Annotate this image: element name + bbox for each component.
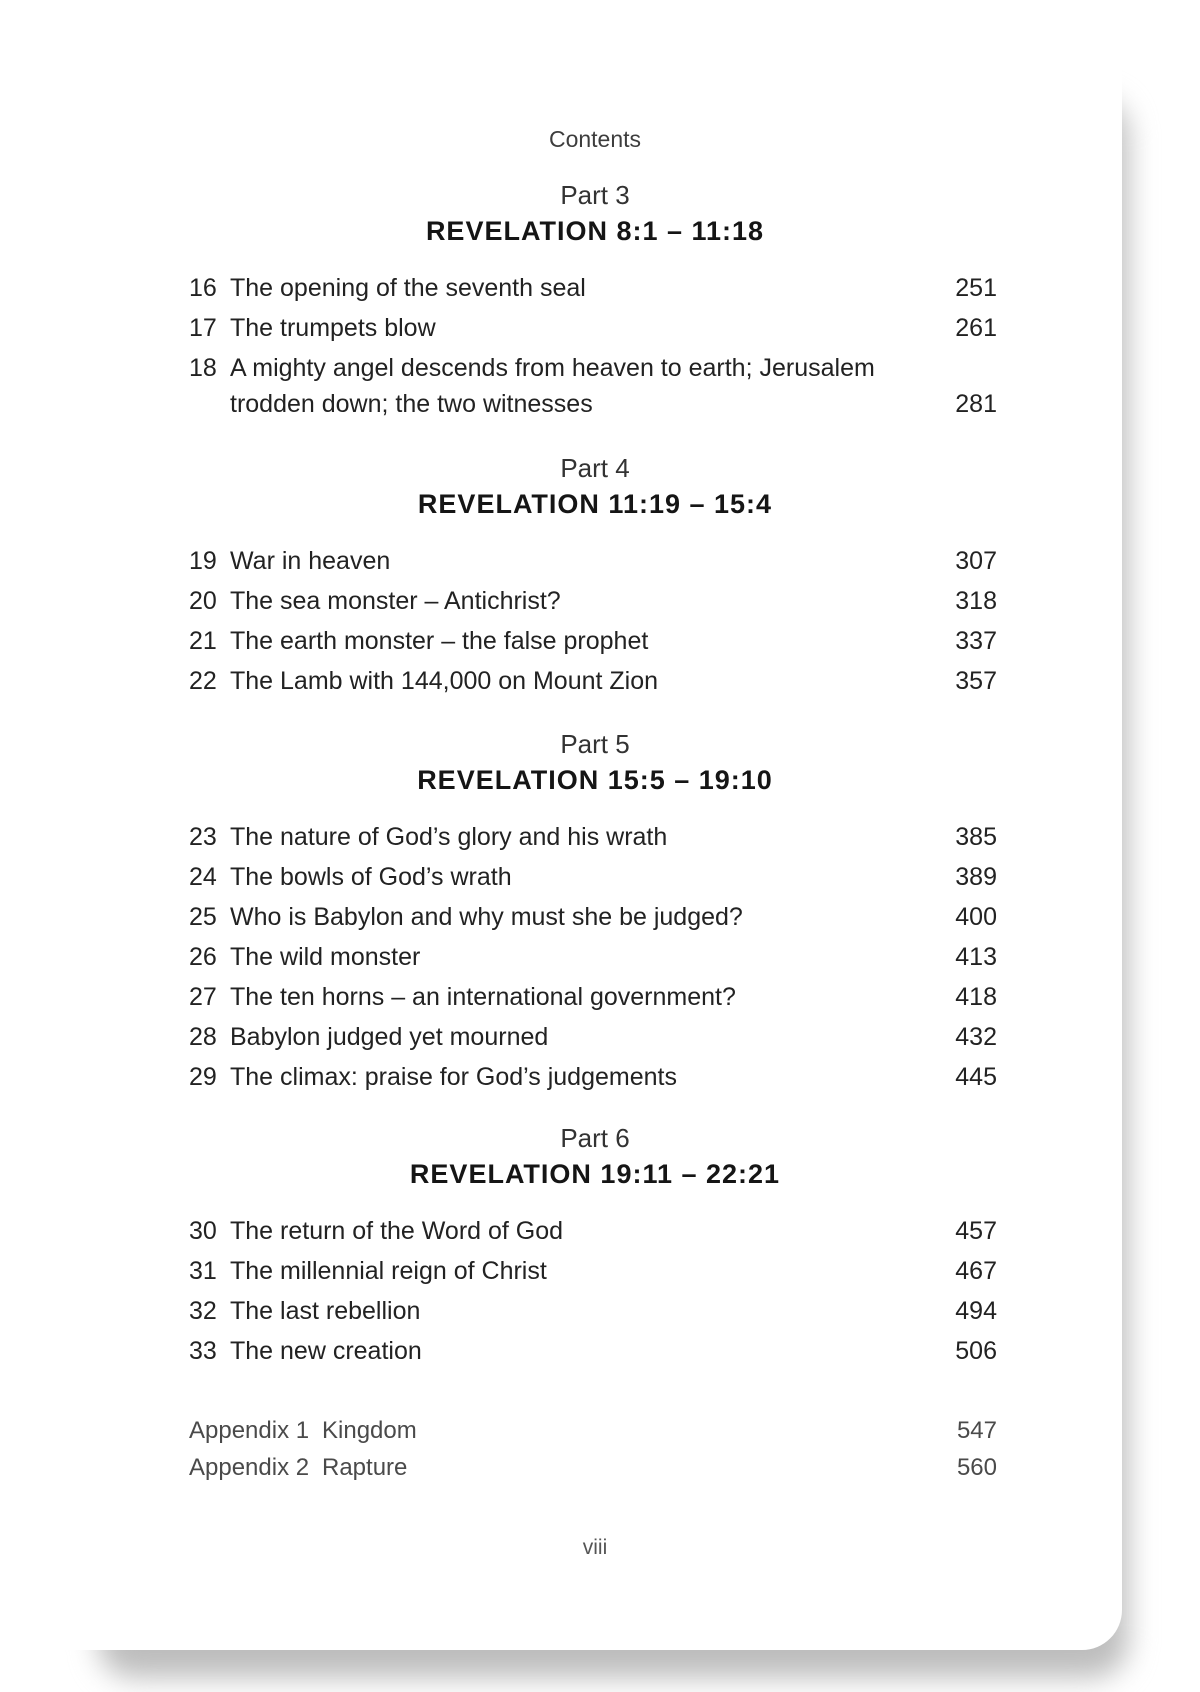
running-head: Contents (548, 126, 642, 152)
part-3-header (0, 178, 1190, 249)
chapter-number: 31 (189, 1257, 217, 1285)
chapter-number: 20 (189, 587, 217, 615)
part-6-entries (189, 1213, 997, 1373)
chapter-number: 24 (189, 863, 217, 891)
chapter-title: War in heaven (230, 547, 391, 575)
folio-page-number: viii (582, 1536, 608, 1559)
chapter-title: The trumpets blow (230, 314, 436, 342)
chapter-number: 18 (189, 354, 217, 382)
chapter-title: The earth monster – the false prophet (230, 627, 649, 655)
toc-entry[interactable] (189, 623, 997, 663)
chapter-number: 17 (189, 314, 217, 342)
page-number: 307 (955, 547, 997, 575)
part-label: Part 3 (560, 180, 630, 210)
page-number: 385 (955, 823, 997, 851)
chapter-title-line-1: A mighty angel descends from heaven to earth; Jerusalem (230, 354, 875, 382)
toc-entry[interactable] (189, 1333, 997, 1373)
toc-entry[interactable] (189, 859, 997, 899)
page-number: 418 (955, 983, 997, 1011)
appendix-label: Appendix 1 (189, 1417, 310, 1444)
chapter-title: The nature of God’s glory and his wrath (230, 823, 668, 851)
toc-entry[interactable] (189, 1253, 997, 1293)
chapter-title (230, 350, 910, 422)
toc-entry[interactable] (189, 1293, 997, 1333)
chapter-number: 27 (189, 983, 217, 1011)
toc-entry[interactable] (189, 1059, 997, 1099)
page-number: 281 (955, 390, 997, 418)
page-number: 357 (955, 667, 997, 695)
appendix-title: Rapture (322, 1454, 408, 1481)
chapter-title: Who is Babylon and why must she be judged? (230, 903, 743, 931)
chapter-number: 32 (189, 1297, 217, 1325)
page-number: 413 (955, 943, 997, 971)
chapter-title: The opening of the seventh seal (230, 274, 586, 302)
page-number: 400 (955, 903, 997, 931)
part-5-entries (189, 819, 997, 1099)
toc-entry[interactable] (189, 899, 997, 939)
part-heading: REVELATION 8:1 – 11:18 (425, 216, 765, 246)
part-4-entries (189, 543, 997, 703)
chapter-title: The Lamb with 144,000 on Mount Zion (230, 667, 659, 695)
part-label: Part 6 (560, 1123, 630, 1153)
chapter-title: The climax: praise for God’s judgements (230, 1063, 677, 1091)
part-label: Part 4 (560, 453, 630, 483)
chapter-number: 33 (189, 1337, 217, 1365)
chapter-title: The return of the Word of God (230, 1217, 564, 1245)
page-number: 318 (955, 587, 997, 615)
toc-entry[interactable] (189, 819, 997, 859)
page-number: 467 (955, 1257, 997, 1285)
page-number: 389 (955, 863, 997, 891)
chapter-title: The millennial reign of Christ (230, 1257, 547, 1285)
chapter-title: The sea monster – Antichrist? (230, 587, 561, 615)
chapter-number: 25 (189, 903, 217, 931)
chapter-number: 16 (189, 274, 217, 302)
toc-entry[interactable] (189, 1213, 997, 1253)
part-5-header (0, 727, 1190, 798)
chapter-number: 26 (189, 943, 217, 971)
appendix-entry[interactable] (189, 1451, 997, 1488)
toc-entry[interactable] (189, 1019, 997, 1059)
toc-entry[interactable] (189, 270, 997, 310)
part-3-entries (189, 270, 997, 426)
chapter-title: The last rebellion (230, 1297, 421, 1325)
chapter-title: Babylon judged yet mourned (230, 1023, 549, 1051)
part-4-header (0, 451, 1190, 522)
toc-entry[interactable] (189, 350, 997, 426)
toc-entry[interactable] (189, 543, 997, 583)
appendix-label: Appendix 2 (189, 1454, 310, 1481)
chapter-number: 28 (189, 1023, 217, 1051)
toc-entry[interactable] (189, 663, 997, 703)
chapter-title-line-2: trodden down; the two witnesses (230, 390, 593, 418)
part-heading: REVELATION 19:11 – 22:21 (409, 1159, 781, 1189)
chapter-number: 22 (189, 667, 217, 695)
chapter-title: The wild monster (230, 943, 421, 971)
chapter-number: 30 (189, 1217, 217, 1245)
toc-entry[interactable] (189, 310, 997, 350)
part-heading: REVELATION 11:19 – 15:4 (417, 489, 773, 519)
chapter-number: 23 (189, 823, 217, 851)
chapter-title: The bowls of God’s wrath (230, 863, 512, 891)
appendix-title: Kingdom (322, 1417, 417, 1444)
appendix-entry[interactable] (189, 1414, 997, 1451)
chapter-number: 29 (189, 1063, 217, 1091)
page-number: 261 (955, 314, 997, 342)
part-label: Part 5 (560, 729, 630, 759)
page-number: 547 (956, 1417, 997, 1444)
page-number: 337 (955, 627, 997, 655)
page-number: 445 (955, 1063, 997, 1091)
part-heading: REVELATION 15:5 – 19:10 (417, 765, 773, 795)
toc-entry[interactable] (189, 583, 997, 623)
page-number: 506 (955, 1337, 997, 1365)
chapter-number: 19 (189, 547, 217, 575)
page-number: 457 (955, 1217, 997, 1245)
chapter-title: The ten horns – an international government? (230, 983, 736, 1011)
chapter-title: The new creation (230, 1337, 422, 1365)
page-number: 432 (955, 1023, 997, 1051)
page-number: 251 (955, 274, 997, 302)
chapter-number: 21 (189, 627, 217, 655)
part-6-header (0, 1121, 1190, 1192)
page-number: 494 (955, 1297, 997, 1325)
toc-entry[interactable] (189, 939, 997, 979)
toc-entry[interactable] (189, 979, 997, 1019)
page-number: 560 (956, 1454, 997, 1481)
